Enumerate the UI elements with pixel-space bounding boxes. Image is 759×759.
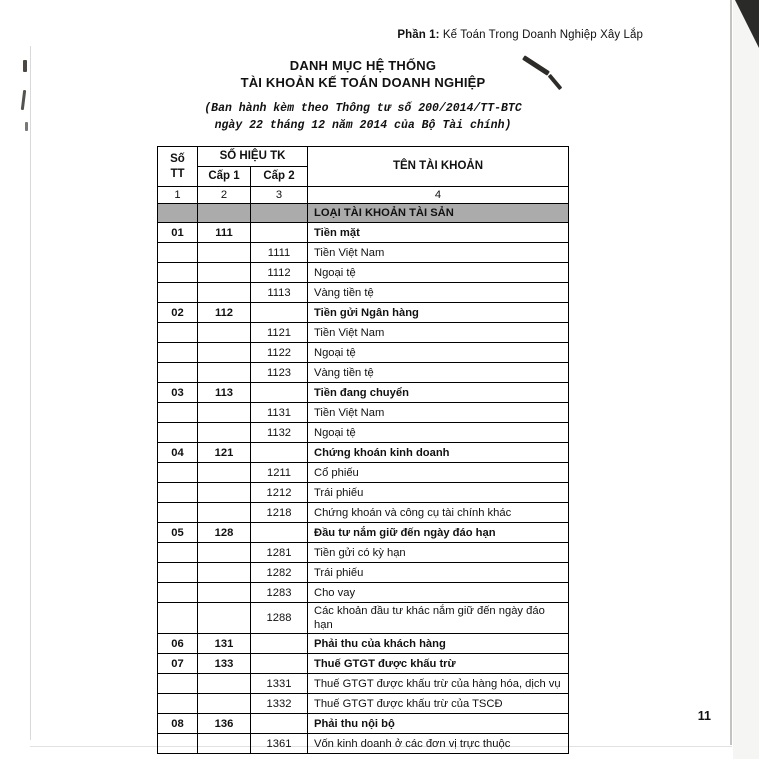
table-row: [158, 483, 569, 503]
cell-tt: 02: [158, 303, 198, 323]
cell-cap2: 1123: [251, 363, 308, 383]
cell-name: Ngoại tệ: [308, 343, 569, 363]
cell-name: Tiền Việt Nam: [308, 243, 569, 263]
cell-tt: 06: [158, 634, 198, 654]
cell-cap1: [198, 543, 251, 563]
header-stt-line2: TT: [170, 167, 185, 180]
table-row: [158, 283, 569, 303]
cell-cap1: 136: [198, 714, 251, 734]
cell-cap1: [198, 263, 251, 283]
cell-cap2: 1113: [251, 283, 308, 303]
cell-cap2: 1132: [251, 423, 308, 443]
cell-cap1: 128: [198, 523, 251, 543]
table-row: [158, 563, 569, 583]
cell-cap1: 133: [198, 654, 251, 674]
col-number-3: 3: [251, 187, 308, 204]
table-row: [158, 523, 569, 543]
cell-tt: [158, 343, 198, 363]
cell-cap2: 1361: [251, 734, 308, 754]
table-row: [158, 223, 569, 243]
table-row: [158, 403, 569, 423]
cell-name: Phải thu nội bộ: [308, 714, 569, 734]
cell-name: Chứng khoán và công cụ tài chính khác: [308, 503, 569, 523]
cell-tt: [158, 483, 198, 503]
subtitle-line-2: ngày 22 tháng 12 năm 2014 của Bộ Tài chính): [214, 119, 512, 132]
cell-name: Tiền mặt: [308, 223, 569, 243]
table-row: [158, 323, 569, 343]
cell-cap1: 112: [198, 303, 251, 323]
cell-tt: 01: [158, 223, 198, 243]
cell-cap1: [198, 403, 251, 423]
header-cap-2: Cấp 2: [251, 167, 308, 187]
table-row: [158, 714, 569, 734]
cell-cap2: [251, 303, 308, 323]
cell-name: Chứng khoán kinh doanh: [308, 443, 569, 463]
column-number-row: [158, 187, 569, 204]
account-table-head: [158, 147, 569, 204]
cell-cap2: 1281: [251, 543, 308, 563]
cell-name: Cổ phiếu: [308, 463, 569, 483]
page-number: 11: [697, 709, 711, 723]
col-number-4: 4: [308, 187, 569, 204]
header-stt-line1: Số: [170, 153, 185, 166]
cell-tt: 03: [158, 383, 198, 403]
header-cap-1: Cấp 1: [198, 167, 251, 187]
cell-cap2: [251, 523, 308, 543]
col-number-2: 2: [198, 187, 251, 204]
table-row: [158, 674, 569, 694]
cell-tt: [158, 734, 198, 754]
cell-name: Trái phiếu: [308, 563, 569, 583]
table-row: [158, 383, 569, 403]
cell-tt: [158, 674, 198, 694]
table-row: [158, 634, 569, 654]
cell-name: Thuế GTGT được khấu trừ: [308, 654, 569, 674]
cell-cap2: 1122: [251, 343, 308, 363]
cell-cap1: 131: [198, 634, 251, 654]
cell-tt: [158, 694, 198, 714]
cell-cap1: [198, 204, 251, 223]
running-header-chapter: Kế Toán Trong Doanh Nghiệp Xây Lắp: [439, 29, 643, 41]
cell-cap2: 1131: [251, 403, 308, 423]
cell-tt: [158, 503, 198, 523]
cell-cap1: [198, 603, 251, 634]
header-stt: [158, 147, 198, 187]
page-edge-band: [733, 0, 759, 759]
table-row: [158, 603, 569, 634]
cell-cap1: [198, 674, 251, 694]
cell-cap1: [198, 503, 251, 523]
page-edge-left: [30, 46, 31, 740]
cell-tt: [158, 423, 198, 443]
document-title: [0, 57, 726, 91]
cell-tt: [158, 323, 198, 343]
cell-name: Vàng tiền tệ: [308, 283, 569, 303]
cell-name: Tiền đang chuyển: [308, 383, 569, 403]
cell-name: Tiền Việt Nam: [308, 323, 569, 343]
header-ten-tai-khoan: TÊN TÀI KHOẢN: [308, 147, 569, 187]
table-row: [158, 654, 569, 674]
document-subtitle: [0, 100, 726, 134]
cell-cap2: [251, 223, 308, 243]
cell-name: Phải thu của khách hàng: [308, 634, 569, 654]
table-row: [158, 343, 569, 363]
cell-name: Đầu tư nắm giữ đến ngày đáo hạn: [308, 523, 569, 543]
cell-cap2: [251, 204, 308, 223]
cell-cap2: [251, 443, 308, 463]
cell-cap1: 113: [198, 383, 251, 403]
running-header: [0, 29, 643, 41]
cell-tt: 08: [158, 714, 198, 734]
account-table-wrap: [157, 146, 569, 754]
cell-name: Vốn kinh doanh ở các đơn vị trực thuộc: [308, 734, 569, 754]
cell-tt: 05: [158, 523, 198, 543]
cell-cap2: 1218: [251, 503, 308, 523]
cell-cap2: 1332: [251, 694, 308, 714]
account-table: [157, 146, 569, 754]
cell-tt: [158, 583, 198, 603]
header-row-1: [158, 147, 569, 167]
table-row: [158, 443, 569, 463]
title-line-1: DANH MỤC HỆ THỐNG: [289, 58, 437, 73]
cell-name: Thuế GTGT được khấu trừ của TSCĐ: [308, 694, 569, 714]
header-so-hieu-tk: SỐ HIỆU TK: [198, 147, 308, 167]
cell-tt: [158, 463, 198, 483]
section-title: LOẠI TÀI KHOẢN TÀI SẢN: [308, 204, 569, 223]
cell-cap2: 1111: [251, 243, 308, 263]
cell-cap2: [251, 383, 308, 403]
cell-cap2: [251, 714, 308, 734]
cell-cap2: 1288: [251, 603, 308, 634]
section-row: [158, 204, 569, 223]
cell-cap1: [198, 694, 251, 714]
cell-name: Tiền Việt Nam: [308, 403, 569, 423]
cell-cap1: [198, 463, 251, 483]
cell-cap1: [198, 583, 251, 603]
cell-name: Các khoản đầu tư khác nắm giữ đến ngày đáo hạn: [308, 603, 569, 634]
cell-tt: [158, 204, 198, 223]
col-number-1: 1: [158, 187, 198, 204]
cell-cap1: [198, 363, 251, 383]
cell-cap2: 1283: [251, 583, 308, 603]
table-row: [158, 503, 569, 523]
cell-name: Ngoại tệ: [308, 423, 569, 443]
cell-name: Cho vay: [308, 583, 569, 603]
cell-cap1: [198, 734, 251, 754]
cell-cap1: [198, 563, 251, 583]
cell-cap2: [251, 654, 308, 674]
cell-cap2: 1212: [251, 483, 308, 503]
cell-cap2: [251, 634, 308, 654]
page-edge-right: [730, 0, 732, 745]
cell-name: Trái phiếu: [308, 483, 569, 503]
cell-tt: [158, 283, 198, 303]
cell-name: Vàng tiền tệ: [308, 363, 569, 383]
cell-cap1: 121: [198, 443, 251, 463]
cell-cap1: 111: [198, 223, 251, 243]
cell-cap1: [198, 423, 251, 443]
cell-tt: [158, 363, 198, 383]
cell-name: Tiền gửi Ngân hàng: [308, 303, 569, 323]
cell-cap1: [198, 343, 251, 363]
cell-cap1: [198, 483, 251, 503]
table-row: [158, 734, 569, 754]
account-table-body: [158, 204, 569, 754]
cell-tt: [158, 243, 198, 263]
subtitle-line-1: (Ban hành kèm theo Thông tư số 200/2014/TT-BTC: [204, 102, 522, 115]
cell-cap1: [198, 323, 251, 343]
table-row: [158, 423, 569, 443]
cell-cap1: [198, 283, 251, 303]
cell-tt: 04: [158, 443, 198, 463]
cell-tt: [158, 563, 198, 583]
table-row: [158, 243, 569, 263]
cell-tt: [158, 603, 198, 634]
cell-tt: [158, 263, 198, 283]
table-row: [158, 583, 569, 603]
cell-cap2: 1121: [251, 323, 308, 343]
table-row: [158, 694, 569, 714]
cell-cap2: 1282: [251, 563, 308, 583]
table-row: [158, 303, 569, 323]
cell-name: Thuế GTGT được khấu trừ của hàng hóa, dịch vụ: [308, 674, 569, 694]
cell-tt: 07: [158, 654, 198, 674]
cell-cap1: [198, 243, 251, 263]
cell-name: Ngoại tệ: [308, 263, 569, 283]
cell-tt: [158, 403, 198, 423]
cell-cap2: 1112: [251, 263, 308, 283]
title-line-2: TÀI KHOẢN KẾ TOÁN DOANH NGHIỆP: [240, 75, 486, 90]
table-row: [158, 363, 569, 383]
table-row: [158, 263, 569, 283]
cell-tt: [158, 543, 198, 563]
table-row: [158, 463, 569, 483]
cell-name: Tiền gửi có kỳ hạn: [308, 543, 569, 563]
running-header-part: Phần 1:: [397, 29, 440, 41]
cell-cap2: 1331: [251, 674, 308, 694]
cell-cap2: 1211: [251, 463, 308, 483]
table-row: [158, 543, 569, 563]
